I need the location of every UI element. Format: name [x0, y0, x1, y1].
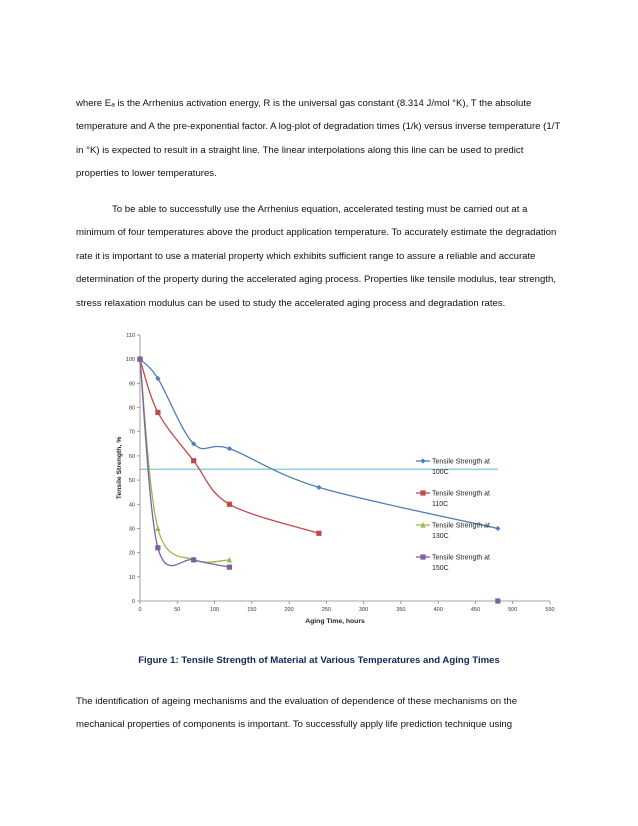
- chart-svg: [100, 325, 570, 635]
- y-tick-label: 30: [128, 526, 135, 533]
- data-point-s1-4: [316, 531, 321, 536]
- data-point-s3-0: [137, 357, 142, 362]
- legend-label-1-line2: 110C: [432, 501, 449, 508]
- data-point-s0-4: [316, 485, 321, 490]
- tensile-strength-chart: [100, 325, 570, 635]
- paragraph-arrhenius-definition: where Eₐ is the Arrhenius activation energy, R is the universal gas constant (8.314 J/mol °K), T the absolute temperature and A the pre-exponential factor. A log-plot of degradation times (1/k) versus inverse temperature (1/T in °K) is expected to result in a straight line. The linear interpolations along this line can be used to predict properties to lower temperatures.: [76, 98, 561, 180]
- legend-marker-0: [420, 458, 425, 463]
- series-line-2: [140, 359, 229, 562]
- x-tick-label: 250: [321, 607, 331, 613]
- legend-marker-3: [420, 554, 425, 559]
- data-point-s2-1: [155, 525, 160, 531]
- data-point-s1-1: [155, 410, 160, 415]
- x-tick-label: 350: [396, 607, 406, 613]
- x-tick-label: 200: [284, 607, 294, 613]
- x-tick-label: 550: [545, 607, 555, 613]
- y-tick-label: 90: [128, 381, 135, 388]
- x-tick-label: 0: [138, 607, 142, 613]
- x-tick-label: 150: [247, 607, 257, 613]
- y-tick-label: 50: [128, 478, 135, 485]
- data-point-s3-4: [495, 598, 500, 603]
- x-tick-label: 100: [209, 607, 220, 613]
- y-tick-label: 70: [128, 429, 135, 436]
- legend-label-0-line2: 100C: [432, 469, 449, 476]
- y-tick-label: 10: [128, 574, 135, 581]
- y-tick-label: 0: [131, 599, 135, 605]
- legend-label-3: Tensile Strength at: [432, 554, 490, 562]
- x-tick-label: 400: [433, 607, 443, 613]
- y-tick-label: 60: [128, 453, 135, 460]
- y-tick-label: 100: [125, 357, 135, 364]
- y-tick-label: 40: [128, 502, 135, 509]
- series-line-3: [140, 359, 229, 567]
- data-point-s3-2: [191, 557, 196, 562]
- figure-caption: Figure 1: Tensile Strength of Material at Various Temperatures and Aging Times: [138, 655, 500, 666]
- y-tick-label: 80: [128, 405, 135, 412]
- x-axis-title: Aging Time, hours: [305, 618, 365, 625]
- legend-marker-1: [420, 490, 425, 495]
- y-axis-title: Tensile Strength, %: [116, 436, 123, 500]
- legend-label-2: Tensile Strength at: [432, 522, 490, 530]
- x-tick-label: 50: [174, 607, 181, 613]
- x-tick-label: 500: [508, 607, 518, 613]
- x-tick-label: 450: [470, 607, 481, 613]
- y-tick-label: 20: [128, 550, 135, 557]
- y-tick-label: 110: [126, 333, 135, 339]
- paragraph-ageing-mechanisms: The identification of ageing mechanisms and the evaluation of dependence of these mechanisms on the mechanical properties of components is important. To successfully apply life prediction technique using: [76, 696, 518, 731]
- paragraph-accelerated-testing-text: To be able to successfully use the Arrhenius equation, accelerated testing must be carried out at a minimum of four temperatures above the product application temperature. To accurately estimate the degradation rate it is important to use a material property which exhibits sufficient range to assure a reliable and accurate determination of the property during the accelerated aging process. Properties like tensile modulus, tear strength, stress relaxation modulus can be used to study the accelerated aging process and degradation rates.: [76, 204, 557, 309]
- legend-label-3-line2: 150C: [432, 565, 449, 572]
- x-tick-label: 300: [359, 607, 369, 613]
- data-point-s3-3: [227, 565, 232, 570]
- data-point-s1-2: [191, 458, 196, 463]
- legend-label-1: Tensile Strength at: [432, 490, 490, 498]
- legend-label-2-line2: 130C: [432, 533, 449, 540]
- data-point-s0-5: [495, 526, 500, 531]
- data-point-s3-1: [155, 545, 160, 550]
- paragraph-accelerated-testing: [76, 198, 566, 315]
- data-point-s1-3: [227, 502, 232, 507]
- legend-label-0: Tensile Strength at: [432, 458, 490, 466]
- data-point-s0-3: [227, 446, 232, 451]
